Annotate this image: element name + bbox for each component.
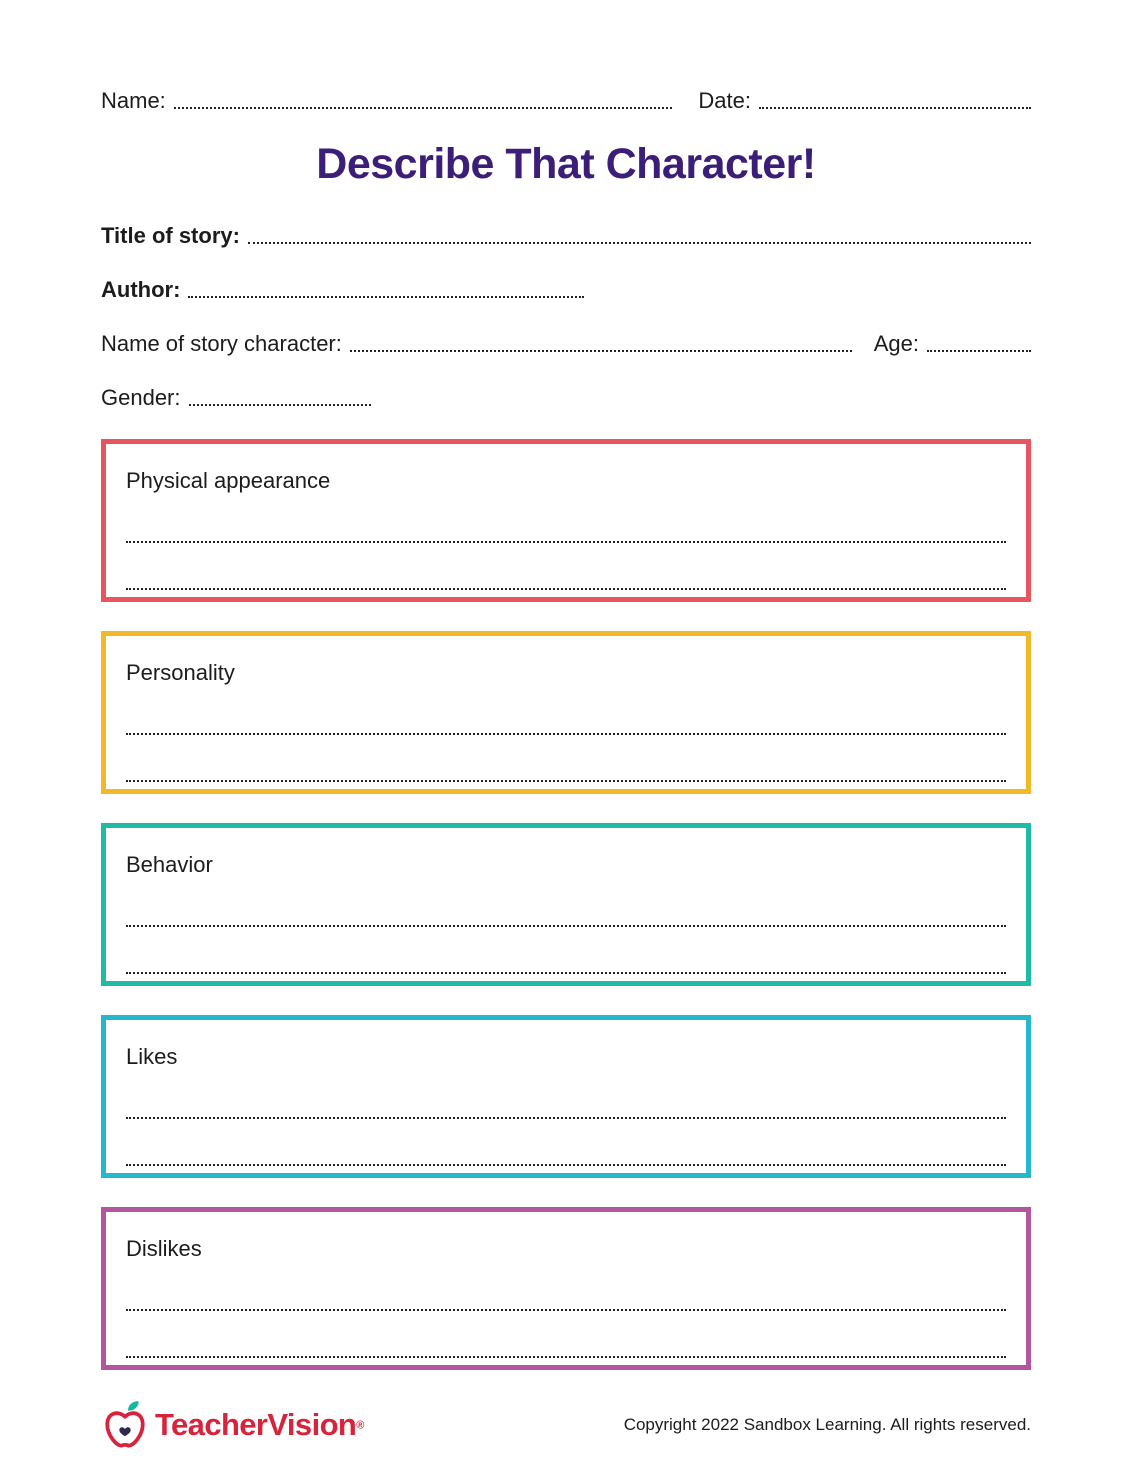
gender-blank-line: [189, 404, 371, 406]
date-label: Date:: [698, 88, 751, 113]
writing-line: [126, 925, 1006, 927]
character-name-blank-line: [350, 350, 852, 352]
writing-line: [126, 1309, 1006, 1311]
title-of-story-blank-line: [248, 242, 1031, 244]
section-box-dislikes: [101, 1207, 1031, 1370]
age-blank-line: [927, 350, 1031, 352]
section-label: Behavior: [126, 852, 213, 878]
author-blank-line: [188, 296, 584, 298]
section-box-behavior: [101, 823, 1031, 986]
section-label: Likes: [126, 1044, 178, 1070]
brand-wordmark: TeacherVision: [155, 1407, 357, 1443]
section-box-physical-appearance: [101, 439, 1031, 602]
gender-row: [101, 385, 1031, 411]
character-name-label: Name of story character:: [101, 331, 342, 356]
name-blank-line: [174, 107, 673, 109]
gender-label: Gender:: [101, 385, 181, 410]
writing-line: [126, 588, 1006, 590]
writing-line: [126, 972, 1006, 974]
name-label: Name:: [101, 88, 166, 113]
writing-line: [126, 1164, 1006, 1166]
section-box-personality: [101, 631, 1031, 794]
author-row: [101, 277, 1031, 303]
teachervision-logo: [101, 1399, 364, 1451]
date-blank-line: [759, 107, 1031, 109]
title-of-story-row: [101, 223, 1031, 249]
page-title: Describe That Character!: [316, 140, 816, 189]
section-label: Personality: [126, 660, 235, 686]
copyright-text: Copyright 2022 Sandbox Learning. All rights reserved.: [623, 1415, 1031, 1435]
title-of-story-label: Title of story:: [101, 223, 240, 248]
writing-line: [126, 733, 1006, 735]
header-name-date-row: [101, 88, 1031, 114]
age-label: Age:: [873, 331, 919, 356]
writing-line: [126, 780, 1006, 782]
writing-line: [126, 1117, 1006, 1119]
writing-line: [126, 541, 1006, 543]
section-box-likes: [101, 1015, 1031, 1178]
footer: [101, 1399, 1031, 1451]
author-label: Author:: [101, 277, 181, 302]
section-label: Physical appearance: [126, 468, 331, 494]
section-label: Dislikes: [126, 1236, 202, 1262]
writing-line: [126, 1356, 1006, 1358]
character-name-row: [101, 331, 1031, 357]
registered-trademark: ®: [356, 1420, 365, 1433]
apple-logo-icon: [101, 1399, 149, 1451]
